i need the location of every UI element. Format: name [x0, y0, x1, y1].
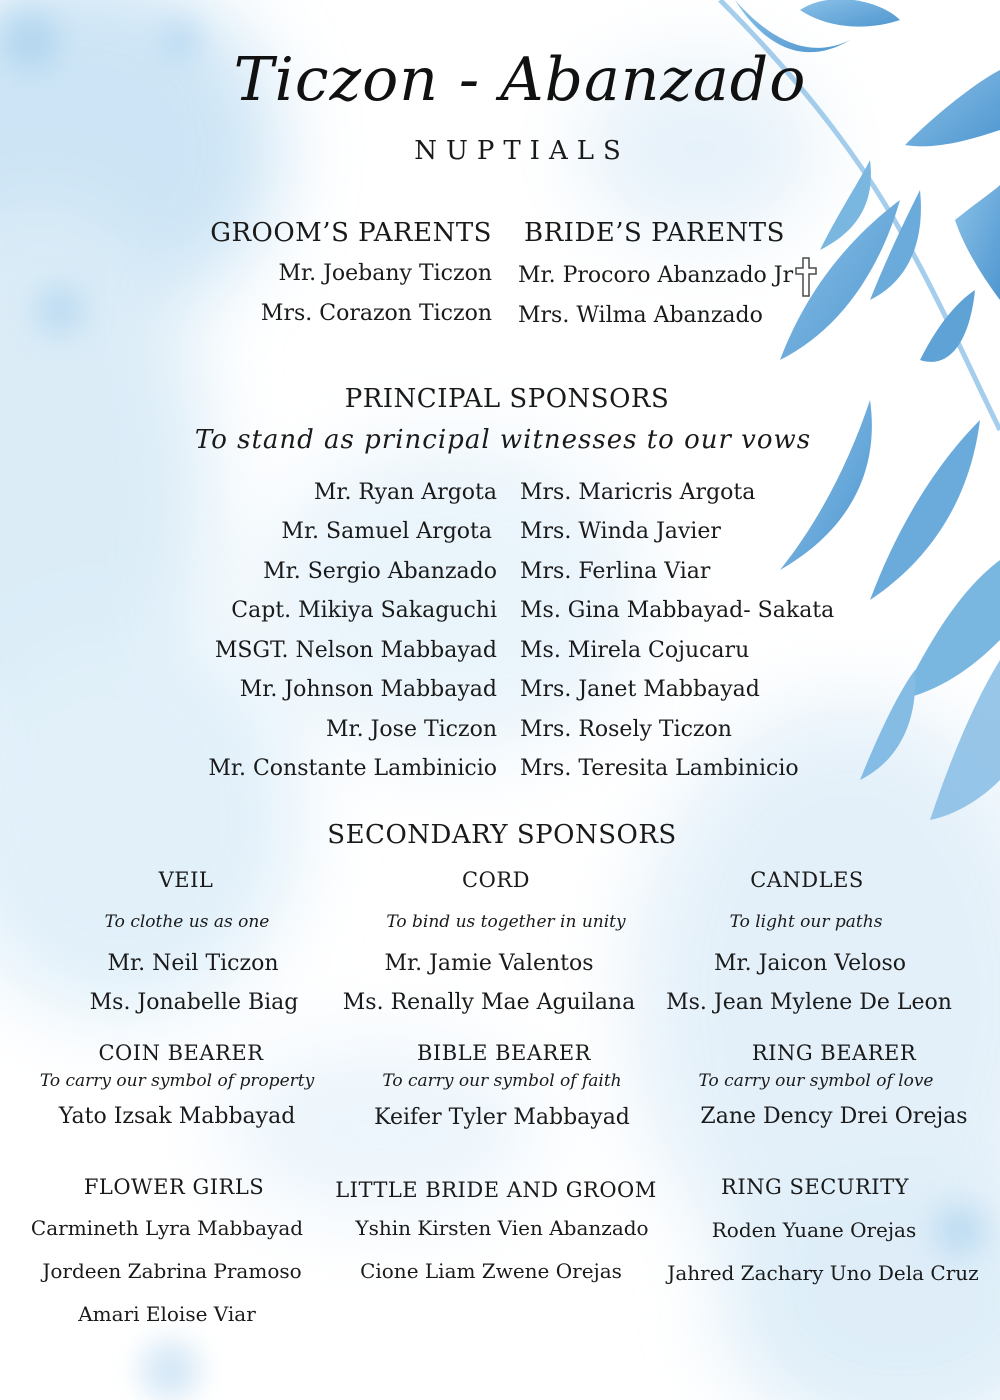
ring-bearer-title: RING BEARER	[751, 1041, 917, 1065]
principal-sponsor-right: Mrs. Janet Mabbayad	[520, 677, 760, 702]
principal-sponsor-left: Capt. Mikiya Sakaguchi	[231, 598, 497, 623]
veil-title: VEIL	[158, 868, 214, 892]
nuptials-subtitle: NUPTIALS	[414, 136, 630, 166]
little-couple-name: Yshin Kirsten Vien Abanzado	[355, 1216, 649, 1240]
principal-sponsor-right: Mrs. Maricris Argota	[520, 480, 756, 505]
principal-sponsor-right: Mrs. Ferlina Viar	[520, 559, 711, 584]
principal-sponsor-left: MSGT. Nelson Mabbayad	[214, 638, 497, 663]
veil-tagline: To clothe us as one	[104, 912, 270, 932]
principal-sponsor-right: Ms. Mirela Cojucaru	[520, 638, 750, 663]
cord-sponsor: Mr. Jamie Valentos	[384, 951, 594, 976]
bible-bearer-name: Keifer Tyler Mabbayad	[374, 1105, 630, 1130]
flower-girl-name: Amari Eloise Viar	[78, 1302, 256, 1326]
principal-sponsor-left: Mr. Constante Lambinicio	[208, 756, 497, 781]
candles-sponsor: Ms. Jean Mylene De Leon	[666, 990, 952, 1015]
cord-title: CORD	[462, 868, 530, 892]
ring-security-title: RING SECURITY	[721, 1175, 909, 1199]
principal-sponsor-right: Mrs. Teresita Lambinicio	[520, 756, 799, 781]
cord-tagline: To bind us together in unity	[386, 912, 626, 932]
ring-security-name: Jahred Zachary Uno Dela Cruz	[667, 1261, 979, 1285]
groom-mother: Mrs. Corazon Ticzon	[260, 301, 492, 326]
little-bride-groom-title: LITTLE BRIDE AND GROOM	[335, 1178, 657, 1202]
principal-sponsor-left: Mr. Jose Ticzon	[325, 717, 497, 742]
secondary-sponsors-heading: SECONDARY SPONSORS	[327, 820, 677, 850]
cord-sponsor: Ms. Renally Mae Aguilana	[342, 990, 636, 1015]
bible-bearer-tagline: To carry our symbol of faith	[382, 1071, 622, 1091]
bride-parents-heading: BRIDE’S PARENTS	[524, 218, 785, 248]
couple-title: Ticzon - Abanzado	[233, 45, 807, 115]
principal-sponsor-left: Mr. Samuel Argota	[281, 519, 492, 544]
principal-sponsor-left: Mr. Ryan Argota	[313, 480, 497, 505]
cross-icon	[794, 256, 818, 298]
principal-sponsor-left: Mr. Sergio Abanzado	[263, 559, 497, 584]
coin-bearer-tagline: To carry our symbol of property	[39, 1071, 315, 1091]
flower-girl-name: Carmineth Lyra Mabbayad	[30, 1216, 304, 1240]
bride-father: Mr. Procoro Abanzado Jr	[518, 263, 794, 288]
candles-tagline: To light our paths	[729, 912, 883, 932]
veil-sponsor: Ms. Jonabelle Biag	[89, 990, 299, 1015]
principal-sponsor-right: Mrs. Winda Javier	[520, 519, 721, 544]
ring-security-name: Roden Yuane Orejas	[711, 1218, 917, 1242]
veil-sponsor: Mr. Neil Ticzon	[107, 951, 279, 976]
flower-girl-name: Jordeen Zabrina Pramoso	[42, 1259, 302, 1283]
groom-father: Mr. Joebany Ticzon	[278, 261, 492, 286]
candles-sponsor: Mr. Jaicon Veloso	[713, 951, 907, 976]
little-couple-name: Cione Liam Zwene Orejas	[360, 1259, 622, 1283]
principal-sponsor-right: Mrs. Rosely Ticzon	[520, 717, 732, 742]
candles-title: CANDLES	[750, 868, 864, 892]
coin-bearer-title: COIN BEARER	[98, 1041, 264, 1065]
principal-sponsor-right: Ms. Gina Mabbayad- Sakata	[520, 598, 835, 623]
groom-parents-heading: GROOM’S PARENTS	[210, 218, 492, 248]
principal-sponsors-heading: PRINCIPAL SPONSORS	[344, 384, 670, 414]
principal-sponsor-left: Mr. Johnson Mabbayad	[239, 677, 497, 702]
ring-bearer-name: Zane Dency Drei Orejas	[700, 1104, 968, 1129]
bible-bearer-title: BIBLE BEARER	[417, 1041, 591, 1065]
bride-mother: Mrs. Wilma Abanzado	[518, 303, 763, 328]
ring-bearer-tagline: To carry our symbol of love	[698, 1071, 934, 1091]
flower-girls-title: FLOWER GIRLS	[83, 1175, 265, 1199]
principal-sponsors-tagline: To stand as principal witnesses to our vows	[194, 425, 812, 455]
coin-bearer-name: Yato Izsak Mabbayad	[58, 1104, 296, 1129]
